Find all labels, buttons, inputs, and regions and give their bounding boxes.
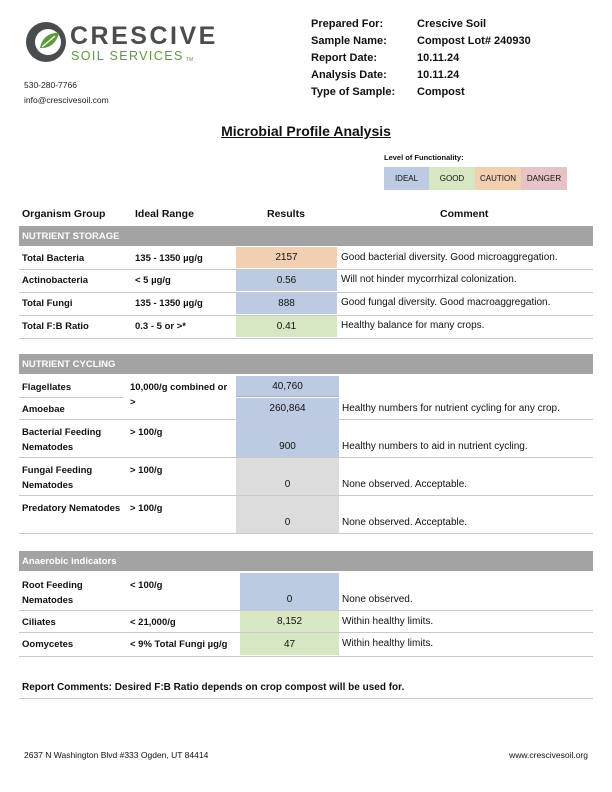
comment-fb-ratio: Healthy balance for many crops. bbox=[341, 320, 485, 331]
result-actinobacteria: 0.56 bbox=[236, 270, 337, 291]
meta-label-analysis-date: Analysis Date: bbox=[311, 69, 387, 81]
result-oomycetes: 47 bbox=[240, 633, 339, 655]
organism-fungal-feeding-nematodes: Fungal Feeding Nematodes bbox=[22, 465, 93, 491]
legend-danger: DANGER bbox=[521, 167, 567, 190]
range-bacterial-feeding-nematodes: > 100/g bbox=[130, 427, 163, 438]
row-divider bbox=[19, 397, 123, 398]
comment-root-feeding-nematodes: None observed. bbox=[342, 594, 413, 605]
range-predatory-nematodes: > 100/g bbox=[130, 503, 163, 514]
result-root-feeding-nematodes: 0 bbox=[240, 573, 339, 610]
meta-label-sample-name: Sample Name: bbox=[311, 35, 387, 47]
meta-value-analysis-date: 10.11.24 bbox=[417, 69, 460, 81]
organism-actinobacteria: Actinobacteria bbox=[22, 275, 88, 286]
meta-value-sample-name: Compost Lot# 240930 bbox=[417, 35, 531, 47]
footer-website[interactable]: www.crescivesoil.org bbox=[509, 750, 588, 760]
organism-fb-ratio: Total F:B Ratio bbox=[22, 321, 89, 332]
organism-amoebae: Amoebae bbox=[22, 404, 65, 415]
legend-ideal: IDEAL bbox=[384, 167, 429, 190]
column-header-range: Ideal Range bbox=[135, 208, 194, 220]
comment-total-bacteria: Good bacterial diversity. Good microaggregation. bbox=[341, 252, 558, 263]
logo-leaf-icon bbox=[24, 20, 68, 64]
result-amoebae: 260,864 bbox=[236, 398, 339, 419]
comment-predatory-nematodes: None observed. Acceptable. bbox=[342, 517, 468, 528]
meta-value-report-date: 10.11.24 bbox=[417, 52, 460, 64]
comment-actinobacteria: Will not hinder mycorrhizal colonization. bbox=[341, 274, 517, 285]
section-header-nutrient-storage: NUTRIENT STORAGE bbox=[19, 226, 593, 246]
result-predatory-nematodes: 0 bbox=[236, 496, 339, 533]
meta-label-report-date: Report Date: bbox=[311, 52, 378, 64]
organism-oomycetes: Oomycetes bbox=[22, 639, 74, 650]
legend-title: Level of Functionality: bbox=[384, 153, 464, 162]
company-email[interactable]: info@crescivesoil.com bbox=[24, 95, 109, 105]
logo-subtitle: SOIL SERVICES bbox=[71, 49, 184, 63]
organism-bacterial-feeding-nematodes: Bacterial Feeding Nematodes bbox=[22, 427, 102, 453]
result-total-fungi: 888 bbox=[236, 293, 337, 314]
range-total-fungi: 135 - 1350 µg/g bbox=[135, 298, 203, 309]
range-fungal-feeding-nematodes: > 100/g bbox=[130, 465, 163, 476]
range-ciliates: < 21,000/g bbox=[130, 617, 176, 628]
range-flagellates-amoebae: 10,000/g combined or > bbox=[130, 382, 228, 408]
column-header-comment: Comment bbox=[440, 208, 489, 220]
meta-label-prepared-for: Prepared For: bbox=[311, 18, 384, 30]
column-header-results: Results bbox=[267, 208, 305, 220]
range-fb-ratio: 0.3 - 5 or >* bbox=[135, 321, 186, 332]
range-root-feeding-nematodes: < 100/g bbox=[130, 580, 163, 591]
organism-total-fungi: Total Fungi bbox=[22, 298, 73, 309]
logo-trademark: TM bbox=[186, 57, 194, 63]
comment-fungal-feeding-nematodes: None observed. Acceptable. bbox=[342, 479, 468, 490]
meta-value-prepared-for: Crescive Soil bbox=[417, 18, 487, 30]
comment-total-fungi: Good fungal diversity. Good macroaggregation. bbox=[341, 297, 551, 308]
organism-predatory-nematodes: Predatory Nematodes bbox=[22, 503, 121, 514]
organism-root-feeding-nematodes: Root Feeding Nematodes bbox=[22, 580, 83, 606]
range-actinobacteria: < 5 µg/g bbox=[135, 275, 171, 286]
organism-ciliates: Ciliates bbox=[22, 617, 56, 628]
organism-total-bacteria: Total Bacteria bbox=[22, 253, 85, 264]
comment-oomycetes: Within healthy limits. bbox=[342, 638, 434, 649]
result-fb-ratio: 0.41 bbox=[236, 316, 337, 337]
report-comments: Report Comments: Desired F:B Ratio depends on crop compost will be used for. bbox=[22, 682, 405, 693]
comment-amoebae: Healthy numbers for nutrient cycling for any crop. bbox=[342, 403, 560, 414]
logo-name: CRESCIVE bbox=[70, 22, 218, 50]
meta-value-sample-type: Compost bbox=[417, 86, 465, 98]
comment-ciliates: Within healthy limits. bbox=[342, 616, 434, 627]
result-total-bacteria: 2157 bbox=[236, 247, 337, 268]
legend-caution: CAUTION bbox=[475, 167, 521, 190]
organism-flagellates: Flagellates bbox=[22, 382, 72, 393]
row-divider bbox=[19, 698, 593, 699]
footer-address: 2637 N Washington Blvd #333 Ogden, UT 84414 bbox=[24, 750, 209, 760]
range-total-bacteria: 135 - 1350 µg/g bbox=[135, 253, 203, 264]
result-flagellates: 40,760 bbox=[236, 376, 339, 397]
row-divider bbox=[19, 338, 593, 339]
legend-good: GOOD bbox=[429, 167, 475, 190]
page-title: Microbial Profile Analysis bbox=[221, 123, 391, 139]
result-fungal-feeding-nematodes: 0 bbox=[236, 458, 339, 495]
section-header-nutrient-cycling: NUTRIENT CYCLING bbox=[19, 354, 593, 374]
row-divider bbox=[19, 656, 593, 657]
section-header-anaerobic-indicators: Anaerobic indicators bbox=[19, 551, 593, 571]
range-oomycetes: < 9% Total Fungi µg/g bbox=[130, 639, 228, 650]
column-header-organism: Organism Group bbox=[22, 208, 106, 220]
company-phone: 530-280-7766 bbox=[24, 80, 77, 90]
result-bacterial-feeding-nematodes: 900 bbox=[236, 420, 339, 457]
comment-bacterial-feeding-nematodes: Healthy numbers to aid in nutrient cycling. bbox=[342, 441, 528, 452]
meta-label-sample-type: Type of Sample: bbox=[311, 86, 396, 98]
result-ciliates: 8,152 bbox=[240, 611, 339, 632]
row-divider bbox=[19, 533, 593, 534]
